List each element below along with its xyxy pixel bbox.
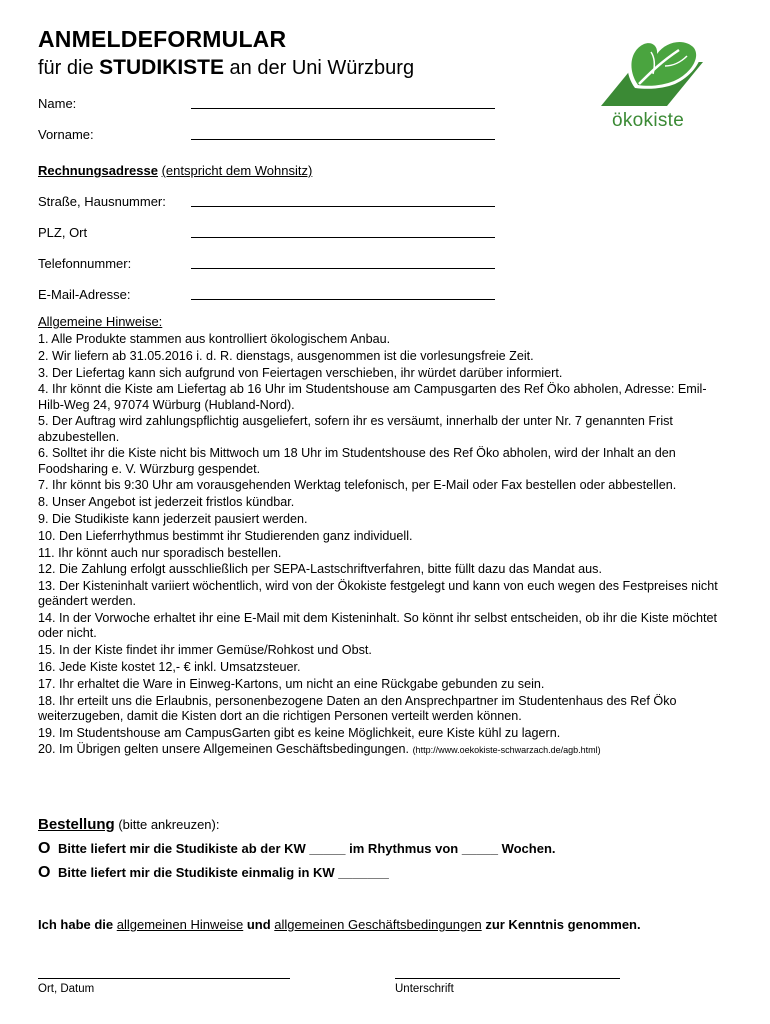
list-item: 20. Im Übrigen gelten unsere Allgemeinen Geschäftsbedingungen. (http://www.oekokiste-schwarzach.de/agb.html) bbox=[38, 742, 601, 757]
list-item: 9. Die Studikiste kann jederzeit pausiert werden. bbox=[38, 511, 308, 526]
checkbox-circle-icon[interactable]: O bbox=[38, 864, 51, 881]
list-item: 6. Solltet ihr die Kiste nicht bis Mittwoch um 18 Uhr im Studentshouse des Ref Öko abholen, wird der Inhalt an den Foodsharing e. V. Würzburg gespendet. bbox=[38, 446, 676, 476]
list-item: 7. Ihr könnt bis 9:30 Uhr am vorausgehenden Werktag telefonisch, per E-Mail oder Fax bestellen oder abbestellen. bbox=[38, 478, 677, 493]
order-option-once[interactable]: O Bitte liefert mir die Studikiste einmalig in KW _______ bbox=[38, 864, 389, 881]
telefon-field[interactable] bbox=[191, 268, 495, 269]
list-item: 19. Im Studentshouse am CampusGarten gibt es keine Möglichkeit, eure Kiste kühl zu lagern. bbox=[38, 725, 561, 740]
list-item: 18. Ihr erteilt uns die Erlaubnis, personenbezogene Daten an den Ansprechpartner im Studentenhaus des Ref Öko weiterzugeben, damit die Kisten dort an die richtigen Personen verteilt werden können. bbox=[38, 693, 677, 723]
list-item: 3. Der Liefertag kann sich aufgrund von Feiertagen verschieben, ihr würdet darüber informiert. bbox=[38, 365, 563, 380]
place-date-label: Ort, Datum bbox=[38, 983, 95, 995]
email-field[interactable] bbox=[191, 299, 495, 300]
signature-field[interactable] bbox=[395, 978, 620, 979]
plz-field[interactable] bbox=[191, 237, 495, 238]
list-item: 15. In der Kiste findet ihr immer Gemüse/Rohkost und Obst. bbox=[38, 643, 372, 658]
list-item: 13. Der Kisteninhalt variiert wöchentlich, wird von der Ökokiste festgelegt und kann von euch wegen des Festpreises nicht geändert werden. bbox=[38, 579, 718, 609]
list-item: 16. Jede Kiste kostet 12,- € inkl. Umsatzsteuer. bbox=[38, 659, 301, 674]
list-item: 11. Ihr könnt auch nur sporadisch bestellen. bbox=[38, 545, 282, 560]
list-item: 10. Den Lieferrhythmus bestimmt ihr Studierenden ganz individuell. bbox=[38, 528, 413, 543]
form-subtitle: für die STUDIKISTE an der Uni Würzburg bbox=[38, 56, 415, 79]
signature-label: Unterschrift bbox=[395, 983, 454, 995]
checkbox-circle-icon[interactable]: O bbox=[38, 840, 51, 857]
logo-text: ökokiste bbox=[612, 110, 685, 131]
order-heading: Bestellung (bitte ankreuzen): bbox=[38, 816, 220, 833]
form-title: ANMELDEFORMULAR bbox=[38, 26, 287, 52]
order-option-subscription[interactable]: O Bitte liefert mir die Studikiste ab der KW _____ im Rhythmus von _____ Wochen. bbox=[38, 840, 556, 857]
studikiste-label: STUDIKISTE bbox=[99, 56, 224, 79]
strasse-field[interactable] bbox=[191, 206, 495, 207]
place-date-field[interactable] bbox=[38, 978, 290, 979]
acknowledgement-text: Ich habe die allgemeinen Hinweise und allgemeinen Geschäftsbedingungen zur Kenntnis genommen. bbox=[38, 917, 641, 932]
strasse-label: Straße, Hausnummer: bbox=[38, 194, 166, 209]
list-item: 2. Wir liefern ab 31.05.2016 i. d. R. dienstags, ausgenommen ist die vorlesungsfreie Zeit. bbox=[38, 348, 534, 363]
list-item: 17. Ihr erhaltet die Ware in Einweg-Kartons, um nicht an eine Rückgabe gebunden zu sein. bbox=[38, 676, 545, 691]
list-item: 14. In der Vorwoche erhaltet ihr eine E-Mail mit dem Kisteninhalt. So könnt ihr selbst entscheiden, ob ihr die Kiste möchtet oder nicht. bbox=[38, 611, 718, 641]
vorname-label: Vorname: bbox=[38, 127, 94, 142]
list-item: 5. Der Auftrag wird zahlungspflichtig ausgeliefert, sofern ihr es versäumt, innerhalb der unter Nr. 7 genannten Frist abzubestellen. bbox=[38, 414, 673, 444]
name-field[interactable] bbox=[191, 108, 495, 109]
billing-heading: Rechnungsadresse (entspricht dem Wohnsitz) bbox=[38, 163, 313, 178]
telefon-label: Telefonnummer: bbox=[38, 256, 132, 271]
vorname-field[interactable] bbox=[191, 139, 495, 140]
list-item: 8. Unser Angebot ist jederzeit fristlos kündbar. bbox=[38, 495, 295, 510]
list-item: 1. Alle Produkte stammen aus kontrolliert ökologischem Anbau. bbox=[38, 332, 391, 346]
agb-link[interactable]: (http://www.oekokiste-schwarzach.de/agb.html) bbox=[412, 745, 601, 756]
hints-list bbox=[38, 332, 728, 760]
email-label: E-Mail-Adresse: bbox=[38, 287, 131, 302]
name-label: Name: bbox=[38, 96, 77, 111]
list-item: 4. Ihr könnt die Kiste am Liefertag ab 16 Uhr im Studentshouse am Campusgarten des Ref Öko abholen, Adresse: Emil-Hilb-Weg 24, 97074 Würburg (Hubland-Nord). bbox=[38, 382, 707, 412]
plz-label: PLZ, Ort bbox=[38, 225, 88, 240]
list-item: 12. Die Zahlung erfolgt ausschließlich per SEPA-Lastschriftverfahren, bitte füllt dazu das Mandat aus. bbox=[38, 562, 602, 577]
hints-heading: Allgemeine Hinweise: bbox=[38, 314, 163, 329]
